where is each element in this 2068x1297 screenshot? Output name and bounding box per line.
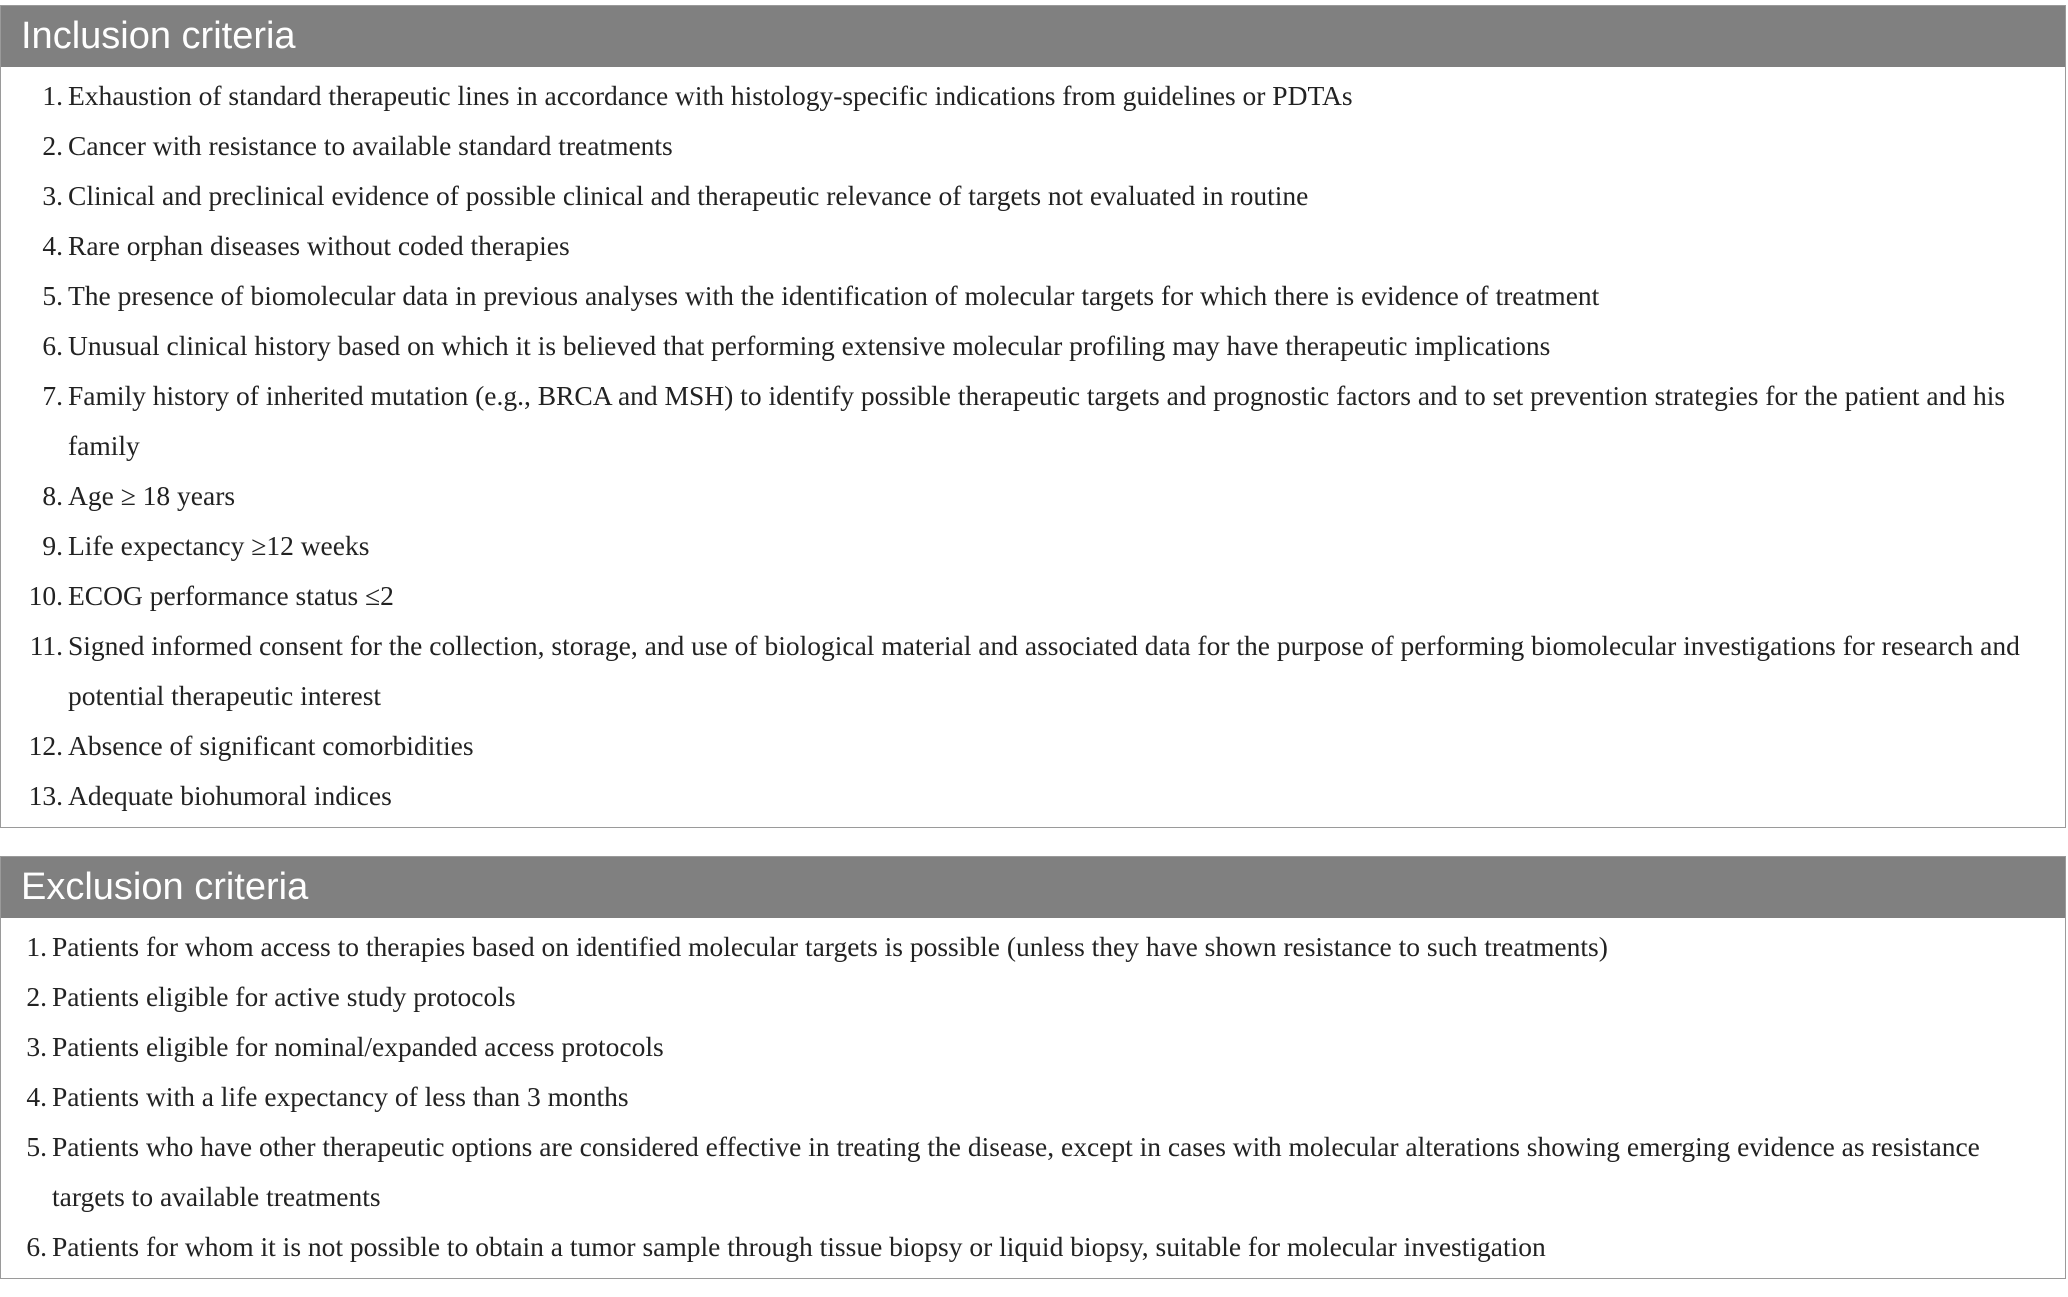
item-number: 3. [26, 1031, 47, 1062]
exclusion-criteria-table [0, 856, 2066, 1279]
exclusion-criterion [1, 1222, 2065, 1272]
item-text: Patients eligible for nominal/expanded access protocols [52, 1031, 664, 1062]
item-number: 12. [28, 730, 63, 761]
item-number: 7. [42, 380, 63, 411]
item-number: 1. [26, 931, 47, 962]
item-text: Patients who have other therapeutic options are considered effective in treating the disease, except in cases with molecular alterations showing emerging evidence as resistance targets to available treatments [52, 1131, 1980, 1212]
inclusion-criterion [1, 721, 2065, 771]
item-text: Patients for whom access to therapies based on identified molecular targets is possible (unless they have shown resistance to such treatments) [52, 931, 1608, 962]
item-number: 5. [42, 280, 63, 311]
inclusion-criterion [1, 621, 2065, 721]
item-text: Cancer with resistance to available standard treatments [68, 130, 673, 161]
item-number: 9. [42, 530, 63, 561]
item-text: Exhaustion of standard therapeutic lines in accordance with histology-specific indications from guidelines or PDTAs [68, 80, 1353, 111]
item-text: Unusual clinical history based on which it is believed that performing extensive molecular profiling may have therapeutic implications [68, 330, 1551, 361]
inclusion-criteria-list [1, 67, 2065, 827]
inclusion-criterion [1, 121, 2065, 171]
item-text: Signed informed consent for the collection, storage, and use of biological material and associated data for the purpose of performing biomolecular investigations for research and potential therapeutic interest [68, 630, 2020, 711]
item-text: Rare orphan diseases without coded therapies [68, 230, 570, 261]
exclusion-criteria-list [1, 918, 2065, 1278]
exclusion-criterion [1, 922, 2065, 972]
exclusion-criterion [1, 1072, 2065, 1122]
exclusion-criterion [1, 972, 2065, 1022]
item-text: ECOG performance status ≤2 [68, 580, 394, 611]
item-number: 3. [42, 180, 63, 211]
inclusion-criteria-table [0, 5, 2066, 828]
item-number: 4. [42, 230, 63, 261]
item-text: The presence of biomolecular data in previous analyses with the identification of molecular targets for which there is evidence of treatment [68, 280, 1600, 311]
inclusion-criterion [1, 571, 2065, 621]
item-text: Patients for whom it is not possible to obtain a tumor sample through tissue biopsy or liquid biopsy, suitable for molecular investigation [52, 1231, 1546, 1262]
item-number: 13. [28, 780, 63, 811]
exclusion-criterion [1, 1022, 2065, 1072]
item-number: 2. [42, 130, 63, 161]
inclusion-criterion [1, 771, 2065, 821]
item-text: Family history of inherited mutation (e.g., BRCA and MSH) to identify possible therapeutic targets and prognostic factors and to set prevention strategies for the patient and his family [68, 380, 2006, 461]
inclusion-criteria-header: Inclusion criteria [1, 6, 2065, 67]
inclusion-criterion [1, 471, 2065, 521]
inclusion-criterion [1, 321, 2065, 371]
item-number: 5. [26, 1131, 47, 1162]
exclusion-criteria-header: Exclusion criteria [1, 857, 2065, 918]
item-number: 10. [28, 580, 63, 611]
item-text: Age ≥ 18 years [68, 480, 236, 511]
inclusion-criterion [1, 221, 2065, 271]
item-text: Clinical and preclinical evidence of possible clinical and therapeutic relevance of targets not evaluated in routine [68, 180, 1309, 211]
inclusion-criterion [1, 71, 2065, 121]
exclusion-criterion [1, 1122, 2065, 1222]
item-text: Patients eligible for active study protocols [52, 981, 516, 1012]
inclusion-criterion [1, 171, 2065, 221]
item-number: 6. [42, 330, 63, 361]
item-text: Absence of significant comorbidities [68, 730, 474, 761]
item-number: 4. [26, 1081, 47, 1112]
item-number: 8. [42, 480, 63, 511]
item-number: 6. [26, 1231, 47, 1262]
inclusion-criterion [1, 371, 2065, 471]
inclusion-criterion [1, 521, 2065, 571]
item-number: 2. [26, 981, 47, 1012]
inclusion-criterion [1, 271, 2065, 321]
item-number: 1. [42, 80, 63, 111]
item-text: Adequate biohumoral indices [68, 780, 392, 811]
item-number: 11. [29, 630, 63, 661]
item-text: Patients with a life expectancy of less than 3 months [52, 1081, 629, 1112]
item-text: Life expectancy ≥12 weeks [68, 530, 370, 561]
